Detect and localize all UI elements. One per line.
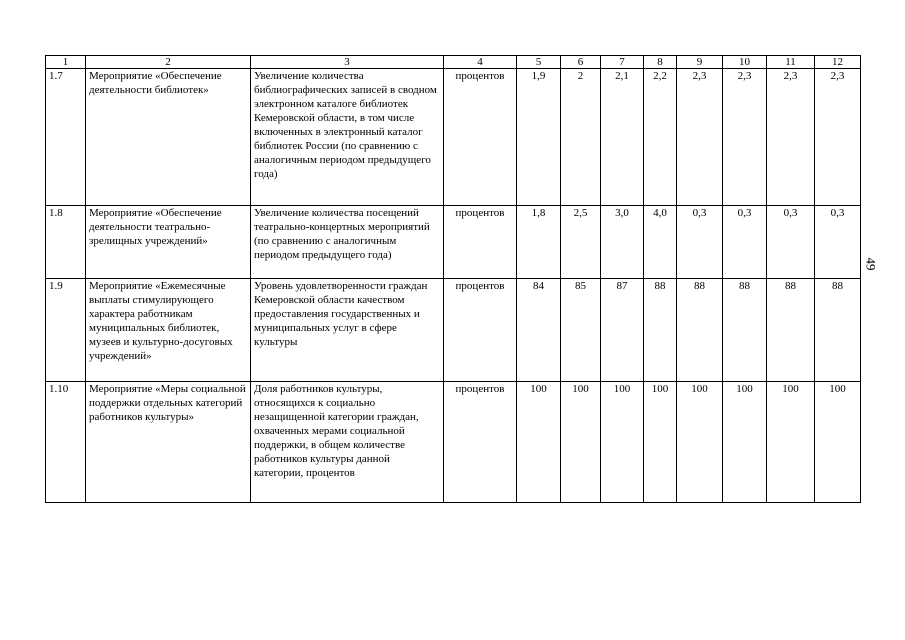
unit-cell: процентов	[444, 69, 517, 206]
value-cell: 100	[677, 382, 723, 503]
event-cell: Мероприятие «Обеспечение деятельности театрально-зрелищных учреждений»	[86, 206, 251, 279]
header-cell: 11	[767, 56, 815, 69]
indicator-cell: Увеличение количества посещений театрально-концертных мероприятий (по сравнению с аналогичным периодом предыдущего года)	[251, 206, 444, 279]
value-cell: 2	[561, 69, 601, 206]
event-cell: Мероприятие «Ежемесячные выплаты стимулирующего характера работникам муниципальных библиотек, музеев и культурно-досуговых учреждений»	[86, 279, 251, 382]
value-cell: 85	[561, 279, 601, 382]
header-cell: 5	[517, 56, 561, 69]
value-cell: 4,0	[644, 206, 677, 279]
value-cell: 87	[601, 279, 644, 382]
header-cell: 3	[251, 56, 444, 69]
indicator-cell: Доля работников культуры, относящихся к социально незащищенной категории граждан, охваченных мерами социальной поддержки, в общем количестве работников культуры данной категории, процентов	[251, 382, 444, 503]
value-cell: 2,1	[601, 69, 644, 206]
event-cell: Мероприятие «Меры социальной поддержки отдельных категорий работников культуры»	[86, 382, 251, 503]
row-index: 1.7	[46, 69, 86, 206]
table-row	[46, 69, 861, 206]
value-cell: 2,2	[644, 69, 677, 206]
table-row	[46, 279, 861, 382]
indicators-table	[45, 55, 861, 503]
unit-cell: процентов	[444, 382, 517, 503]
value-cell: 2,3	[723, 69, 767, 206]
header-cell: 4	[444, 56, 517, 69]
value-cell: 0,3	[677, 206, 723, 279]
table-row	[46, 382, 861, 503]
page-number: 49	[863, 257, 879, 271]
header-cell: 9	[677, 56, 723, 69]
value-cell: 1,8	[517, 206, 561, 279]
value-cell: 1,9	[517, 69, 561, 206]
header-cell: 10	[723, 56, 767, 69]
value-cell: 88	[767, 279, 815, 382]
header-cell: 6	[561, 56, 601, 69]
value-cell: 88	[644, 279, 677, 382]
value-cell: 0,3	[723, 206, 767, 279]
value-cell: 0,3	[815, 206, 861, 279]
value-cell: 100	[517, 382, 561, 503]
row-index: 1.8	[46, 206, 86, 279]
value-cell: 3,0	[601, 206, 644, 279]
value-cell: 100	[815, 382, 861, 503]
row-index: 1.9	[46, 279, 86, 382]
value-cell: 100	[767, 382, 815, 503]
value-cell: 2,3	[767, 69, 815, 206]
value-cell: 88	[723, 279, 767, 382]
header-cell: 8	[644, 56, 677, 69]
indicator-cell: Увеличение количества библиографических записей в сводном электронном каталоге библиотек Кемеровской области, в том числе включенных в электронный каталог библиотек России (по сравнению с аналогичным периодом предыдущего года)	[251, 69, 444, 206]
value-cell: 0,3	[767, 206, 815, 279]
unit-cell: процентов	[444, 206, 517, 279]
value-cell: 100	[561, 382, 601, 503]
header-cell: 2	[86, 56, 251, 69]
value-cell: 2,3	[677, 69, 723, 206]
value-cell: 100	[601, 382, 644, 503]
table-row	[46, 206, 861, 279]
row-index: 1.10	[46, 382, 86, 503]
event-cell: Мероприятие «Обеспечение деятельности библиотек»	[86, 69, 251, 206]
value-cell: 2,3	[815, 69, 861, 206]
header-cell: 1	[46, 56, 86, 69]
value-cell: 100	[723, 382, 767, 503]
value-cell: 2,5	[561, 206, 601, 279]
value-cell: 100	[644, 382, 677, 503]
value-cell: 88	[677, 279, 723, 382]
header-cell: 7	[601, 56, 644, 69]
table-header-row	[46, 56, 861, 69]
value-cell: 88	[815, 279, 861, 382]
value-cell: 84	[517, 279, 561, 382]
unit-cell: процентов	[444, 279, 517, 382]
header-cell: 12	[815, 56, 861, 69]
indicator-cell: Уровень удовлетворенности граждан Кемеровской области качеством предоставления государственных и муниципальных услуг в сфере культуры	[251, 279, 444, 382]
